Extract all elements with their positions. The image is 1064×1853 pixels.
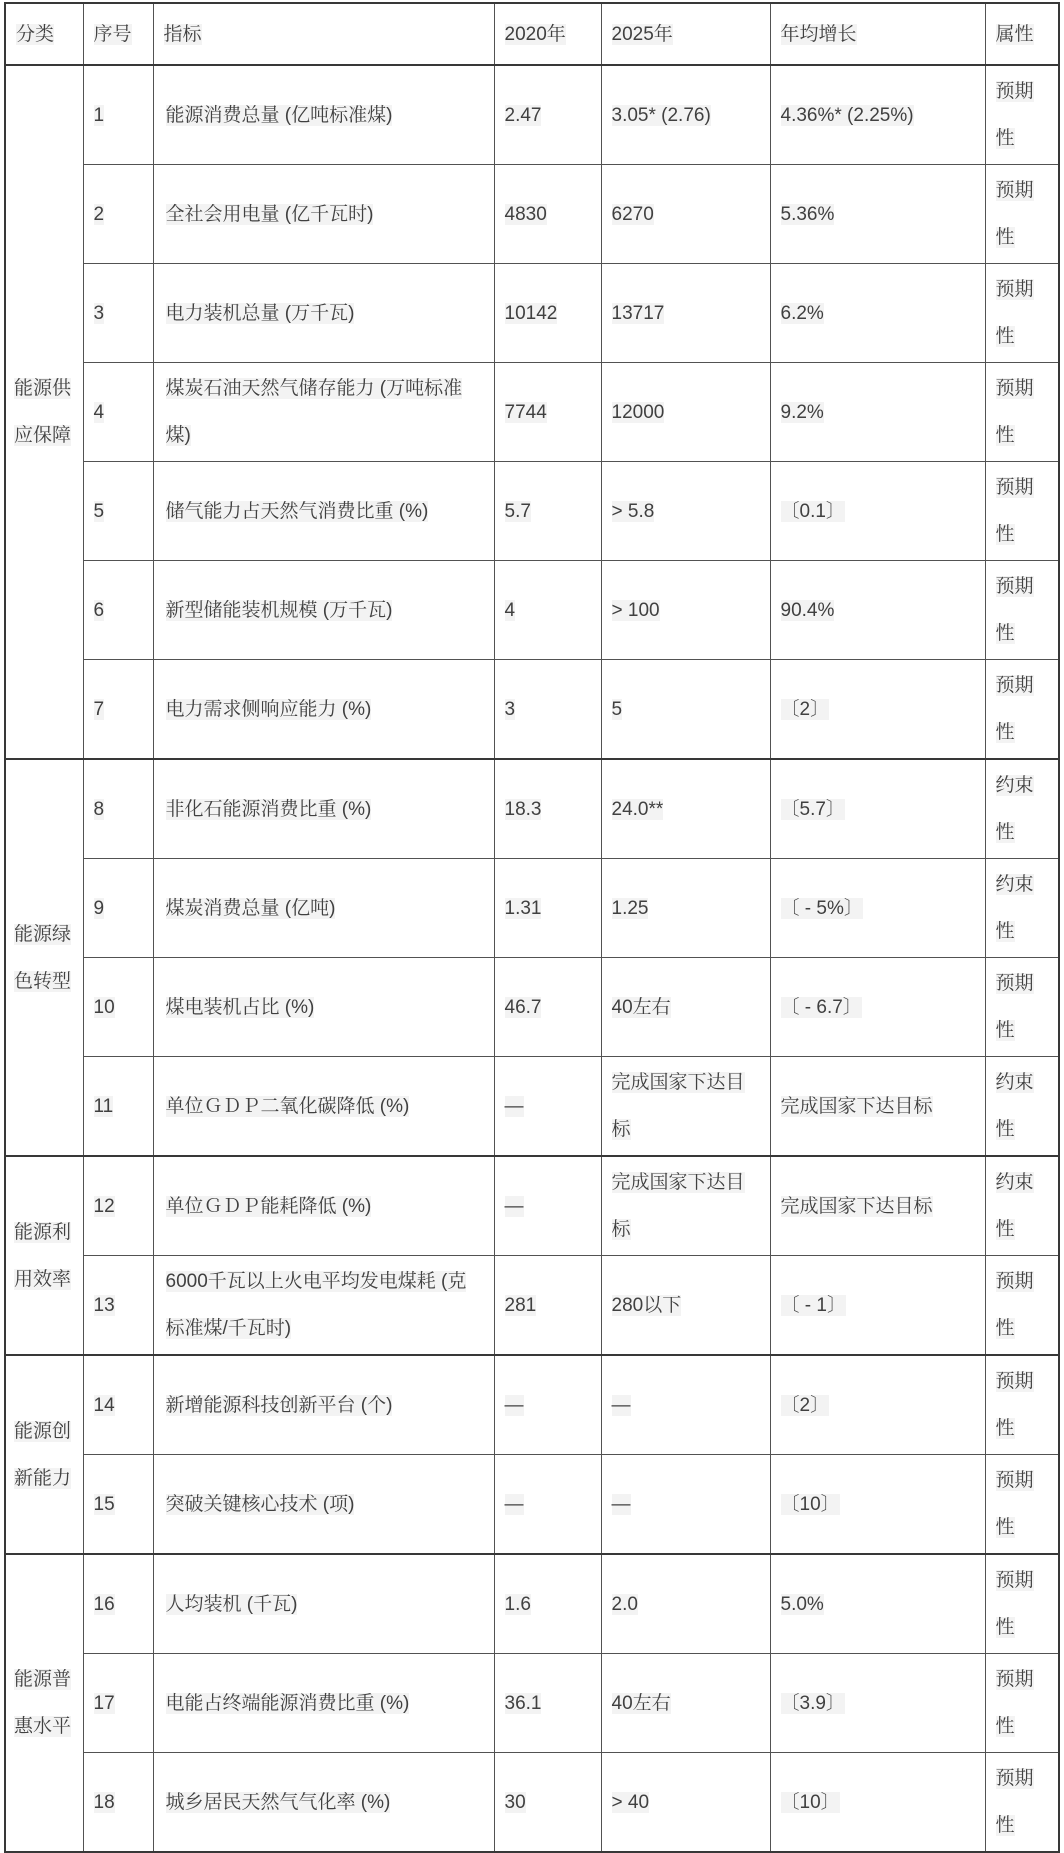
indicator-cell: 单位ＧＤＰ能耗降低 (%) <box>153 1156 494 1256</box>
row-number-cell: 7 <box>83 660 153 760</box>
attribute-cell: 约束性 <box>985 1156 1059 1256</box>
table-row <box>5 1654 1059 1753</box>
category-cell: 能源供应保障 <box>5 65 83 759</box>
header-2025: 2025年 <box>601 3 770 65</box>
row-number-cell: 11 <box>83 1057 153 1157</box>
growth-cell: 〔2〕 <box>770 660 985 760</box>
growth-cell: 〔 - 5%〕 <box>770 859 985 958</box>
value-2020-cell: 5.7 <box>494 462 601 561</box>
indicator-cell: 非化石能源消费比重 (%) <box>153 759 494 859</box>
value-2025-cell: 13717 <box>601 264 770 363</box>
group-energy-supply <box>5 65 1059 759</box>
indicator-cell: 全社会用电量 (亿千瓦时) <box>153 165 494 264</box>
indicators-table <box>4 2 1060 1853</box>
value-2020-cell: — <box>494 1057 601 1157</box>
value-2020-cell: — <box>494 1355 601 1455</box>
group-innovation-capacity <box>5 1355 1059 1554</box>
value-2020-cell: 281 <box>494 1256 601 1356</box>
attribute-cell: 预期性 <box>985 165 1059 264</box>
row-number-cell: 1 <box>83 65 153 165</box>
header-growth: 年均增长 <box>770 3 985 65</box>
value-2020-cell: 1.31 <box>494 859 601 958</box>
table-row <box>5 1455 1059 1555</box>
value-2025-cell: 3.05* (2.76) <box>601 65 770 165</box>
growth-cell: 〔5.7〕 <box>770 759 985 859</box>
row-number-cell: 12 <box>83 1156 153 1256</box>
category-cell: 能源利用效率 <box>5 1156 83 1355</box>
value-2020-cell: 1.6 <box>494 1554 601 1654</box>
table-row <box>5 65 1059 165</box>
header-no: 序号 <box>83 3 153 65</box>
header-attr: 属性 <box>985 3 1059 65</box>
indicator-cell: 电能占终端能源消费比重 (%) <box>153 1654 494 1753</box>
growth-cell: 完成国家下达目标 <box>770 1057 985 1157</box>
attribute-cell: 预期性 <box>985 1554 1059 1654</box>
growth-cell: 5.0% <box>770 1554 985 1654</box>
growth-cell: 90.4% <box>770 561 985 660</box>
attribute-cell: 预期性 <box>985 1455 1059 1555</box>
header-category: 分类 <box>5 3 83 65</box>
indicator-cell: 电力装机总量 (万千瓦) <box>153 264 494 363</box>
growth-cell: 5.36% <box>770 165 985 264</box>
attribute-cell: 预期性 <box>985 65 1059 165</box>
growth-cell: 完成国家下达目标 <box>770 1156 985 1256</box>
value-2025-cell: 40左右 <box>601 958 770 1057</box>
value-2020-cell: 36.1 <box>494 1654 601 1753</box>
indicator-cell: 6000千瓦以上火电平均发电煤耗 (克标准煤/千瓦时) <box>153 1256 494 1356</box>
value-2025-cell: — <box>601 1455 770 1555</box>
value-2020-cell: — <box>494 1156 601 1256</box>
value-2025-cell: 完成国家下达目标 <box>601 1057 770 1157</box>
row-number-cell: 3 <box>83 264 153 363</box>
row-number-cell: 5 <box>83 462 153 561</box>
indicator-cell: 煤炭消费总量 (亿吨) <box>153 859 494 958</box>
row-number-cell: 15 <box>83 1455 153 1555</box>
table-row <box>5 363 1059 462</box>
growth-cell: 〔 - 6.7〕 <box>770 958 985 1057</box>
row-number-cell: 4 <box>83 363 153 462</box>
header-indicator: 指标 <box>153 3 494 65</box>
value-2025-cell: 完成国家下达目标 <box>601 1156 770 1256</box>
row-number-cell: 2 <box>83 165 153 264</box>
table-row <box>5 264 1059 363</box>
indicator-cell: 煤电装机占比 (%) <box>153 958 494 1057</box>
indicator-cell: 突破关键核心技术 (项) <box>153 1455 494 1555</box>
attribute-cell: 预期性 <box>985 363 1059 462</box>
value-2025-cell: — <box>601 1355 770 1455</box>
table-row <box>5 561 1059 660</box>
value-2025-cell: 2.0 <box>601 1554 770 1654</box>
attribute-cell: 预期性 <box>985 462 1059 561</box>
row-number-cell: 10 <box>83 958 153 1057</box>
group-energy-efficiency <box>5 1156 1059 1355</box>
value-2020-cell: 2.47 <box>494 65 601 165</box>
row-number-cell: 14 <box>83 1355 153 1455</box>
table-row <box>5 859 1059 958</box>
growth-cell: 〔2〕 <box>770 1355 985 1455</box>
growth-cell: 〔10〕 <box>770 1753 985 1853</box>
growth-cell: 9.2% <box>770 363 985 462</box>
header-row <box>5 3 1059 65</box>
indicator-cell: 煤炭石油天然气储存能力 (万吨标准煤) <box>153 363 494 462</box>
growth-cell: 6.2% <box>770 264 985 363</box>
category-cell: 能源普惠水平 <box>5 1554 83 1852</box>
table-row <box>5 660 1059 760</box>
attribute-cell: 预期性 <box>985 1256 1059 1356</box>
group-inclusive-energy <box>5 1554 1059 1852</box>
value-2020-cell: 7744 <box>494 363 601 462</box>
header-2020: 2020年 <box>494 3 601 65</box>
table-header <box>5 3 1059 65</box>
attribute-cell: 约束性 <box>985 859 1059 958</box>
attribute-cell: 预期性 <box>985 1355 1059 1455</box>
table-row <box>5 1554 1059 1654</box>
value-2020-cell: 4830 <box>494 165 601 264</box>
table-row <box>5 462 1059 561</box>
table-row <box>5 1057 1059 1157</box>
value-2025-cell: 5 <box>601 660 770 760</box>
row-number-cell: 8 <box>83 759 153 859</box>
indicator-cell: 储气能力占天然气消费比重 (%) <box>153 462 494 561</box>
value-2020-cell: — <box>494 1455 601 1555</box>
attribute-cell: 预期性 <box>985 1753 1059 1853</box>
value-2025-cell: 6270 <box>601 165 770 264</box>
attribute-cell: 预期性 <box>985 561 1059 660</box>
growth-cell: 〔10〕 <box>770 1455 985 1555</box>
indicator-cell: 新型储能装机规模 (万千瓦) <box>153 561 494 660</box>
table-row <box>5 1355 1059 1455</box>
row-number-cell: 16 <box>83 1554 153 1654</box>
attribute-cell: 预期性 <box>985 958 1059 1057</box>
value-2025-cell: 40左右 <box>601 1654 770 1753</box>
value-2020-cell: 3 <box>494 660 601 760</box>
value-2020-cell: 18.3 <box>494 759 601 859</box>
row-number-cell: 17 <box>83 1654 153 1753</box>
attribute-cell: 预期性 <box>985 1654 1059 1753</box>
table-row <box>5 1753 1059 1853</box>
indicator-cell: 新增能源科技创新平台 (个) <box>153 1355 494 1455</box>
value-2025-cell: 1.25 <box>601 859 770 958</box>
value-2025-cell: > 40 <box>601 1753 770 1853</box>
value-2020-cell: 46.7 <box>494 958 601 1057</box>
row-number-cell: 18 <box>83 1753 153 1853</box>
table-row <box>5 958 1059 1057</box>
indicator-cell: 单位ＧＤＰ二氧化碳降低 (%) <box>153 1057 494 1157</box>
table-row <box>5 1256 1059 1356</box>
attribute-cell: 约束性 <box>985 1057 1059 1157</box>
attribute-cell: 约束性 <box>985 759 1059 859</box>
growth-cell: 〔3.9〕 <box>770 1654 985 1753</box>
value-2025-cell: > 100 <box>601 561 770 660</box>
indicator-cell: 能源消费总量 (亿吨标准煤) <box>153 65 494 165</box>
growth-cell: 〔0.1〕 <box>770 462 985 561</box>
indicator-cell: 城乡居民天然气气化率 (%) <box>153 1753 494 1853</box>
category-cell: 能源绿色转型 <box>5 759 83 1156</box>
table-row <box>5 1156 1059 1256</box>
category-cell: 能源创新能力 <box>5 1355 83 1554</box>
attribute-cell: 预期性 <box>985 660 1059 760</box>
table-row <box>5 759 1059 859</box>
growth-cell: 4.36%* (2.25%) <box>770 65 985 165</box>
table-row <box>5 165 1059 264</box>
value-2020-cell: 4 <box>494 561 601 660</box>
value-2025-cell: 24.0** <box>601 759 770 859</box>
value-2025-cell: 12000 <box>601 363 770 462</box>
value-2025-cell: > 5.8 <box>601 462 770 561</box>
value-2020-cell: 10142 <box>494 264 601 363</box>
growth-cell: 〔 - 1〕 <box>770 1256 985 1356</box>
attribute-cell: 预期性 <box>985 264 1059 363</box>
row-number-cell: 13 <box>83 1256 153 1356</box>
group-green-transition <box>5 759 1059 1156</box>
value-2020-cell: 30 <box>494 1753 601 1853</box>
value-2025-cell: 280以下 <box>601 1256 770 1356</box>
row-number-cell: 9 <box>83 859 153 958</box>
indicator-cell: 电力需求侧响应能力 (%) <box>153 660 494 760</box>
row-number-cell: 6 <box>83 561 153 660</box>
indicator-cell: 人均装机 (千瓦) <box>153 1554 494 1654</box>
